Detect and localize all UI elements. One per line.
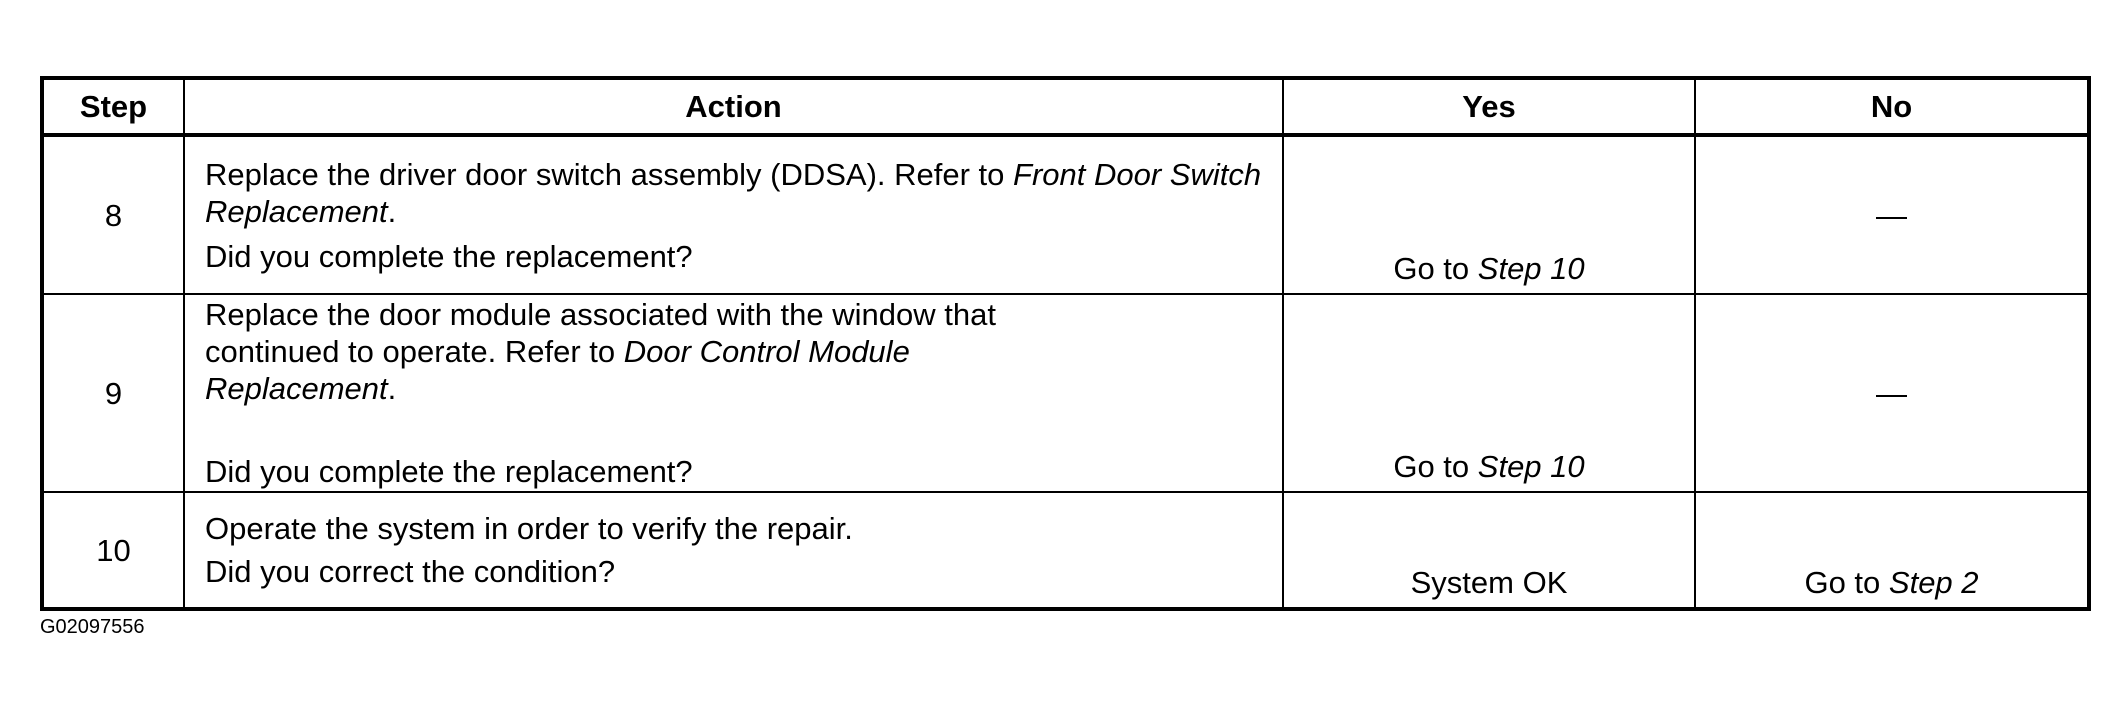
step-number: 9 [42,294,184,492]
yes-cell [1283,294,1695,492]
action-instruction [205,156,1270,230]
action-question: Did you complete the replacement? [205,238,693,274]
header-action: Action [184,78,1283,135]
table-row [42,492,2089,609]
no-cell [1695,492,2089,609]
header-yes: Yes [1283,78,1695,135]
no-dash: — [1876,197,1907,233]
no-cell [1695,135,2089,294]
action-cell [184,294,1283,492]
yes-prefix: Go to [1393,251,1478,286]
action-cell [184,492,1283,609]
action-question: Did you complete the replacement? [205,454,693,489]
action-instruction [205,296,1270,407]
header-row [42,78,2089,135]
header-no: No [1695,78,2089,135]
yes-step-reference: Step 10 [1477,251,1585,286]
diagnostic-table [40,76,2091,611]
table-row [42,135,2089,294]
action-cell [184,135,1283,294]
step-number: 10 [42,492,184,609]
table-row [42,294,2089,492]
action-tail: . [387,193,397,229]
action-reference: Front Door Switch Replacement [205,156,1262,229]
header-step: Step [42,78,184,135]
no-prefix: Go to [1804,565,1889,600]
figure-id: G02097556 [40,616,145,638]
action-text: Replace the door module associated with the window that continued to operate. Refer to [205,297,996,369]
yes-cell [1283,135,1695,294]
no-dash: — [1876,375,1907,411]
yes-cell: System OK [1283,492,1695,609]
no-cell [1695,294,2089,492]
no-step-reference: Step 2 [1888,565,1979,600]
action-tail: . [387,371,397,406]
action-reference: Door Control Module Replacement [205,334,910,406]
action-instruction: Operate the system in order to verify the repair. [205,511,853,546]
action-text: Replace the driver door switch assembly (DDSA). Refer to [205,156,1014,192]
action-question: Did you correct the condition? [205,554,616,589]
yes-prefix: Go to [1393,449,1478,484]
step-number: 8 [42,135,184,294]
yes-step-reference: Step 10 [1477,449,1585,484]
